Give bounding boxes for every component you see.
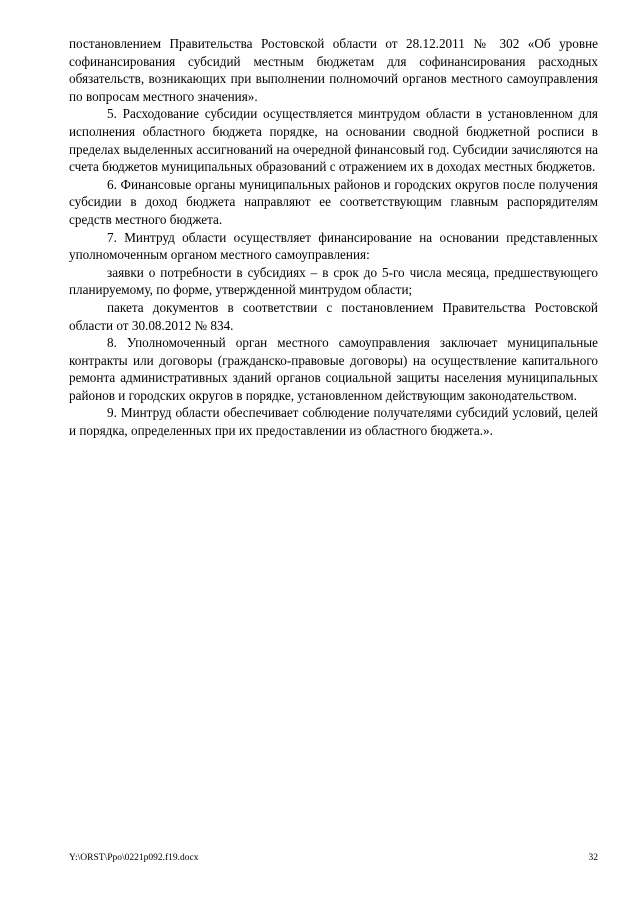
paragraph-1: постановлением Правительства Ростовской области от 28.12.2011 № 302 «Об уровне софинансирования субсидий местным бюджетам для софинансирования расходных обязательств, возникающих при выполнении полномочий органов местного самоуправления по вопросам местного значения». [69, 36, 598, 104]
page-number: 32 [588, 853, 598, 863]
paragraph-item-5: 5. Расходование субсидии осуществляется минтрудом области в установленном для исполнения областного бюджета порядке, на основании сводной бюджетной росписи в пределах выделенных ассигнований на очередной финансовый год. Субсидии зачисляются на счета бюджетов муниципальных образований с отражением их в доходах местных бюджетов. [69, 106, 598, 175]
paragraph-item-8: 8. Уполномоченный орган местного самоуправления заключает муниципальные контракты или договоры (гражданско-правовые договоры) на осуществление капитального ремонта административных зданий органов социальной защиты населения муниципальных районов и городских округов в порядке, установленном действующим законодательством. [69, 335, 598, 403]
paragraph-item-7: 7. Минтруд области осуществляет финансирование на основании представленных уполномоченным органом местного самоуправления: [69, 229, 598, 263]
paragraph-item-7-applications: заявки о потребности в субсидиях – в срок до 5-го числа месяца, предшествующего планируемому, по форме, утвержденной минтрудом области; [69, 264, 598, 298]
paragraph-item-6: 6. Финансовые органы муниципальных районов и городских округов после получения субсидии в доход бюджета направляют ее соответствующим главным распорядителям средств местного бюджета. [69, 176, 598, 227]
document-body [69, 35, 598, 440]
paragraph-item-7-documents: пакета документов в соответствии с постановлением Правительства Ростовской области от 30.08.2012 № 834. [69, 299, 598, 333]
file-path: Y:\ORST\Ppo\0221p092.f19.docx [69, 853, 199, 863]
paragraph-item-9: 9. Минтруд области обеспечивает соблюдение получателями субсидий условий, целей и порядка, определенных при их предоставлении из областного бюджета.». [69, 405, 598, 439]
